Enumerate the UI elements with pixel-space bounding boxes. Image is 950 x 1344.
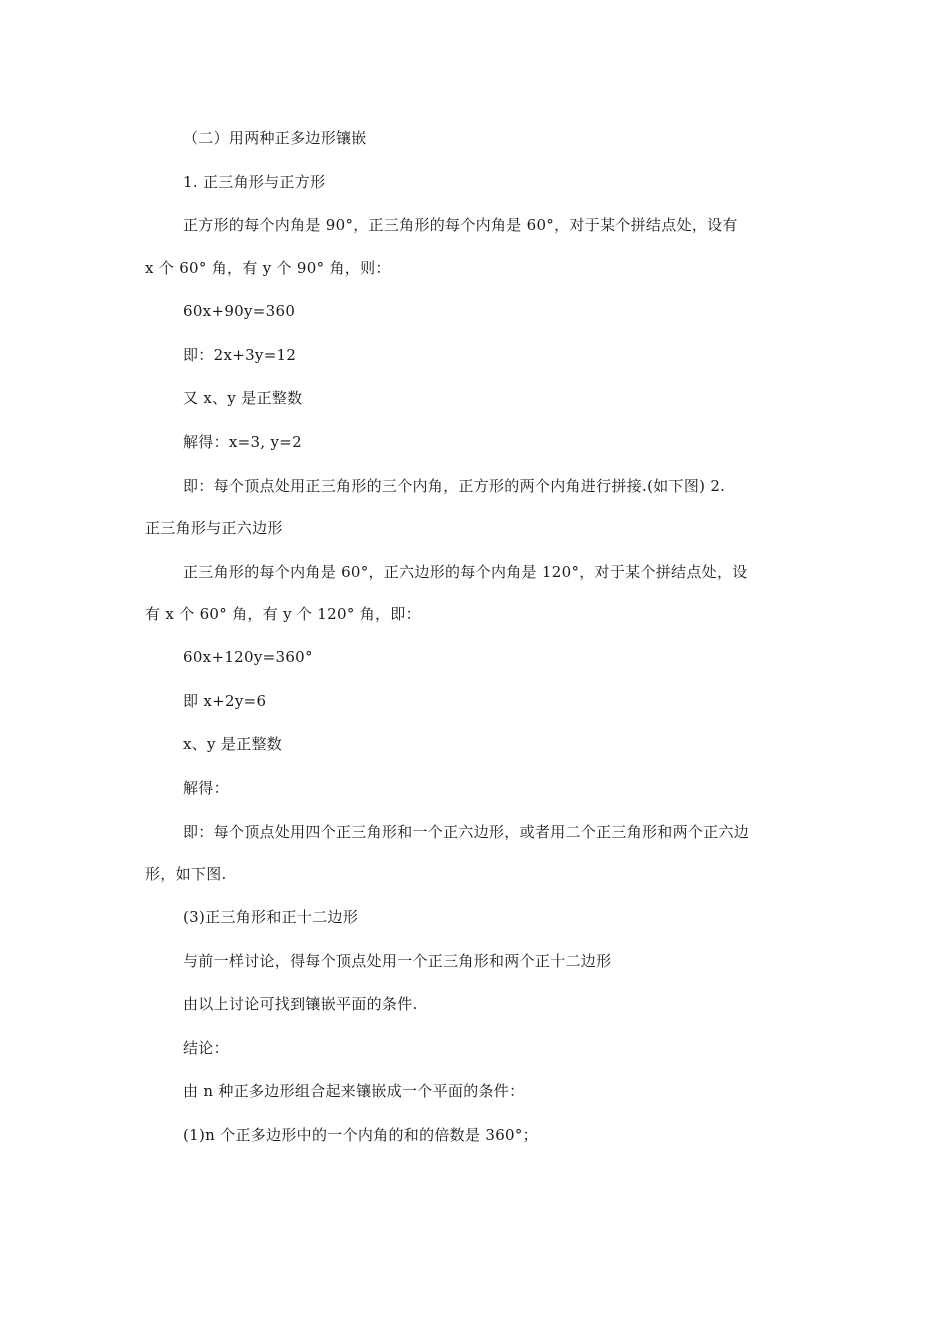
solution-line: 解得： — [183, 779, 229, 797]
conclusion-heading: 结论： — [183, 1039, 229, 1057]
paragraph-line: x、y 是正整数 — [183, 735, 283, 753]
paragraph-line: 与前一样讨论，得每个顶点处用一个正三角形和两个正十二边形 — [183, 952, 612, 970]
paragraph-line: 形，如下图. — [145, 865, 227, 883]
equation-line: 即 x+2y=6 — [183, 692, 267, 710]
paragraph-line: 由以上讨论可找到镶嵌平面的条件. — [183, 995, 418, 1013]
paragraph-line: 又 x、y 是正整数 — [183, 389, 303, 407]
subsection-heading-2: 正三角形与正六边形 — [145, 519, 283, 537]
section-heading: （二）用两种正多边形镶嵌 — [183, 129, 367, 147]
paragraph-line: 即：每个顶点处用正三角形的三个内角，正方形的两个内角进行拼接.(如下图) 2. — [183, 477, 726, 495]
paragraph-line: 由 n 种正多边形组合起来镶嵌成一个平面的条件： — [183, 1082, 525, 1100]
paragraph-line: 即：每个顶点处用四个正三角形和一个正六边形，或者用二个正三角形和两个正六边 — [183, 823, 750, 841]
solution-line: 解得：x=3, y=2 — [183, 433, 302, 451]
paragraph-line: x 个 60° 角，有 y 个 90° 角，则： — [145, 259, 391, 277]
paragraph-line: 正三角形的每个内角是 60°，正六边形的每个内角是 120°，对于某个拼结点处，设 — [183, 563, 748, 581]
equation-line: 60x+120y=360° — [183, 648, 313, 666]
equation-line: 即：2x+3y=12 — [183, 346, 297, 364]
subsection-heading-1: 1. 正三角形与正方形 — [183, 173, 326, 191]
paragraph-line: (1)n 个正多边形中的一个内角的和的倍数是 360°； — [183, 1126, 538, 1144]
equation-line: 60x+90y=360 — [183, 302, 296, 320]
subsection-heading-3: (3)正三角形和正十二边形 — [183, 908, 359, 926]
paragraph-line: 有 x 个 60° 角，有 y 个 120° 角，即： — [145, 605, 421, 623]
paragraph-line: 正方形的每个内角是 90°，正三角形的每个内角是 60°，对于某个拼结点处，设有 — [183, 216, 738, 234]
